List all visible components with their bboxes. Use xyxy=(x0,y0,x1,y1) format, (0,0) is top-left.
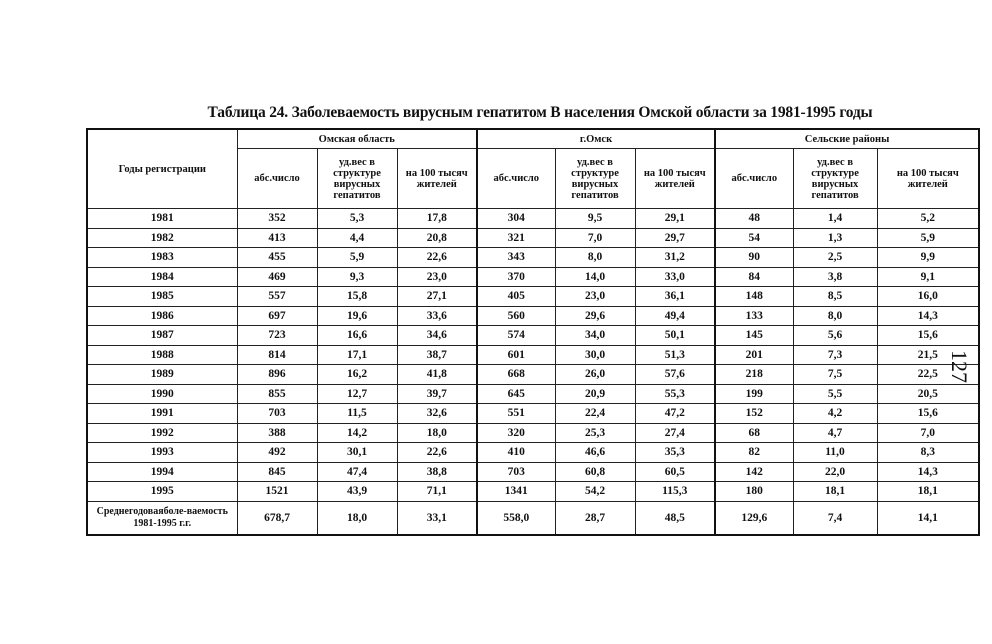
value-cell: 5,5 xyxy=(793,384,877,404)
table-row xyxy=(87,384,979,404)
value-cell: 47,4 xyxy=(317,462,397,482)
value-cell: 152 xyxy=(715,404,793,424)
value-cell: 18,1 xyxy=(877,482,979,502)
value-cell: 14,0 xyxy=(555,267,635,287)
table-row xyxy=(87,248,979,268)
value-cell: 15,6 xyxy=(877,404,979,424)
value-cell: 320 xyxy=(477,423,555,443)
value-cell: 27,1 xyxy=(397,287,477,307)
years-header: Годы регистрации xyxy=(87,129,237,209)
value-cell: 1341 xyxy=(477,482,555,502)
value-cell: 5,6 xyxy=(793,326,877,346)
value-cell: 455 xyxy=(237,248,317,268)
value-cell: 84 xyxy=(715,267,793,287)
value-cell: 18,1 xyxy=(793,482,877,502)
value-cell: 17,8 xyxy=(397,209,477,229)
value-cell: 23,0 xyxy=(397,267,477,287)
value-cell: 49,4 xyxy=(635,306,715,326)
year-cell: 1986 xyxy=(87,306,237,326)
subcol-header: на 100 тысяч жителей xyxy=(877,149,979,209)
value-cell: 33,0 xyxy=(635,267,715,287)
value-cell: 343 xyxy=(477,248,555,268)
value-cell: 33,6 xyxy=(397,306,477,326)
value-cell: 29,7 xyxy=(635,228,715,248)
page-number: 127 xyxy=(947,350,972,383)
value-cell: 22,6 xyxy=(397,443,477,463)
value-cell: 20,9 xyxy=(555,384,635,404)
table-row xyxy=(87,287,979,307)
year-cell: 1991 xyxy=(87,404,237,424)
value-cell: 71,1 xyxy=(397,482,477,502)
value-cell: 82 xyxy=(715,443,793,463)
value-cell: 48 xyxy=(715,209,793,229)
value-cell: 551 xyxy=(477,404,555,424)
value-cell: 14,3 xyxy=(877,462,979,482)
value-cell: 8,0 xyxy=(555,248,635,268)
value-cell: 30,1 xyxy=(317,443,397,463)
average-row xyxy=(87,501,979,535)
value-cell: 8,3 xyxy=(877,443,979,463)
value-cell: 896 xyxy=(237,365,317,385)
year-cell: 1992 xyxy=(87,423,237,443)
value-cell: 388 xyxy=(237,423,317,443)
group-header-omsk-region: Омская область xyxy=(237,129,477,149)
value-cell: 5,9 xyxy=(877,228,979,248)
value-cell: 43,9 xyxy=(317,482,397,502)
value-cell: 29,6 xyxy=(555,306,635,326)
value-cell: 68 xyxy=(715,423,793,443)
value-cell: 39,7 xyxy=(397,384,477,404)
value-cell: 27,4 xyxy=(635,423,715,443)
value-cell: 9,9 xyxy=(877,248,979,268)
value-cell: 304 xyxy=(477,209,555,229)
value-cell: 180 xyxy=(715,482,793,502)
table-row xyxy=(87,482,979,502)
year-cell: 1987 xyxy=(87,326,237,346)
value-cell: 405 xyxy=(477,287,555,307)
value-cell: 16,0 xyxy=(877,287,979,307)
value-cell: 29,1 xyxy=(635,209,715,229)
value-cell: 19,6 xyxy=(317,306,397,326)
subcol-header: абс.число xyxy=(477,149,555,209)
value-cell: 492 xyxy=(237,443,317,463)
subcol-header: уд.вес в структуре вирусных гепатитов xyxy=(317,149,397,209)
table-title: Таблица 24. Заболеваемость вирусным гепатитом В населения Омской области за 1981-1995 годы xyxy=(207,104,873,121)
value-cell: 31,2 xyxy=(635,248,715,268)
value-cell: 668 xyxy=(477,365,555,385)
table-row xyxy=(87,423,979,443)
table-row xyxy=(87,306,979,326)
value-cell: 41,8 xyxy=(397,365,477,385)
value-cell: 115,3 xyxy=(635,482,715,502)
value-cell: 57,6 xyxy=(635,365,715,385)
value-cell: 8,0 xyxy=(793,306,877,326)
value-cell: 703 xyxy=(237,404,317,424)
average-value-cell: 28,7 xyxy=(555,501,635,535)
value-cell: 7,0 xyxy=(877,423,979,443)
value-cell: 7,3 xyxy=(793,345,877,365)
value-cell: 15,8 xyxy=(317,287,397,307)
value-cell: 11,5 xyxy=(317,404,397,424)
value-cell: 38,8 xyxy=(397,462,477,482)
value-cell: 8,5 xyxy=(793,287,877,307)
year-cell: 1981 xyxy=(87,209,237,229)
value-cell: 5,3 xyxy=(317,209,397,229)
value-cell: 145 xyxy=(715,326,793,346)
value-cell: 55,3 xyxy=(635,384,715,404)
value-cell: 9,5 xyxy=(555,209,635,229)
value-cell: 30,0 xyxy=(555,345,635,365)
value-cell: 1521 xyxy=(237,482,317,502)
year-cell: 1995 xyxy=(87,482,237,502)
value-cell: 645 xyxy=(477,384,555,404)
year-cell: 1988 xyxy=(87,345,237,365)
value-cell: 3,8 xyxy=(793,267,877,287)
value-cell: 1,4 xyxy=(793,209,877,229)
value-cell: 201 xyxy=(715,345,793,365)
value-cell: 352 xyxy=(237,209,317,229)
average-value-cell: 14,1 xyxy=(877,501,979,535)
value-cell: 4,7 xyxy=(793,423,877,443)
value-cell: 557 xyxy=(237,287,317,307)
value-cell: 697 xyxy=(237,306,317,326)
value-cell: 845 xyxy=(237,462,317,482)
value-cell: 20,8 xyxy=(397,228,477,248)
average-value-cell: 558,0 xyxy=(477,501,555,535)
value-cell: 90 xyxy=(715,248,793,268)
average-value-cell: 7,4 xyxy=(793,501,877,535)
value-cell: 814 xyxy=(237,345,317,365)
average-label: Среднегодоваяболе-ваемость 1981-1995 г.г. xyxy=(87,501,237,535)
value-cell: 370 xyxy=(477,267,555,287)
value-cell: 12,7 xyxy=(317,384,397,404)
subcol-header: абс.число xyxy=(715,149,793,209)
value-cell: 34,6 xyxy=(397,326,477,346)
value-cell: 46,6 xyxy=(555,443,635,463)
value-cell: 601 xyxy=(477,345,555,365)
year-cell: 1982 xyxy=(87,228,237,248)
value-cell: 855 xyxy=(237,384,317,404)
value-cell: 38,7 xyxy=(397,345,477,365)
subcol-header: абс.число xyxy=(237,149,317,209)
value-cell: 17,1 xyxy=(317,345,397,365)
value-cell: 133 xyxy=(715,306,793,326)
value-cell: 21,5 xyxy=(877,345,979,365)
value-cell: 7,5 xyxy=(793,365,877,385)
value-cell: 11,0 xyxy=(793,443,877,463)
group-header-rural: Сельские районы xyxy=(715,129,979,149)
subcol-header: на 100 тысяч жителей xyxy=(635,149,715,209)
value-cell: 50,1 xyxy=(635,326,715,346)
year-cell: 1990 xyxy=(87,384,237,404)
year-cell: 1985 xyxy=(87,287,237,307)
average-value-cell: 129,6 xyxy=(715,501,793,535)
value-cell: 9,1 xyxy=(877,267,979,287)
value-cell: 54,2 xyxy=(555,482,635,502)
value-cell: 218 xyxy=(715,365,793,385)
table-row xyxy=(87,443,979,463)
subcol-header: уд.вес в структуре вирусных гепатитов xyxy=(555,149,635,209)
value-cell: 22,6 xyxy=(397,248,477,268)
value-cell: 9,3 xyxy=(317,267,397,287)
value-cell: 16,2 xyxy=(317,365,397,385)
value-cell: 26,0 xyxy=(555,365,635,385)
value-cell: 34,0 xyxy=(555,326,635,346)
value-cell: 723 xyxy=(237,326,317,346)
value-cell: 199 xyxy=(715,384,793,404)
value-cell: 22,0 xyxy=(793,462,877,482)
value-cell: 14,3 xyxy=(877,306,979,326)
year-cell: 1983 xyxy=(87,248,237,268)
table-row xyxy=(87,365,979,385)
value-cell: 23,0 xyxy=(555,287,635,307)
value-cell: 60,5 xyxy=(635,462,715,482)
value-cell: 47,2 xyxy=(635,404,715,424)
value-cell: 410 xyxy=(477,443,555,463)
table-row xyxy=(87,404,979,424)
value-cell: 35,3 xyxy=(635,443,715,463)
value-cell: 16,6 xyxy=(317,326,397,346)
average-value-cell: 18,0 xyxy=(317,501,397,535)
value-cell: 4,2 xyxy=(793,404,877,424)
value-cell: 32,6 xyxy=(397,404,477,424)
year-cell: 1989 xyxy=(87,365,237,385)
value-cell: 413 xyxy=(237,228,317,248)
value-cell: 7,0 xyxy=(555,228,635,248)
value-cell: 321 xyxy=(477,228,555,248)
value-cell: 18,0 xyxy=(397,423,477,443)
table-row xyxy=(87,326,979,346)
value-cell: 22,5 xyxy=(877,365,979,385)
hepatitis-table xyxy=(86,128,980,536)
value-cell: 60,8 xyxy=(555,462,635,482)
value-cell: 22,4 xyxy=(555,404,635,424)
value-cell: 469 xyxy=(237,267,317,287)
average-value-cell: 33,1 xyxy=(397,501,477,535)
value-cell: 36,1 xyxy=(635,287,715,307)
subcol-header: уд.вес в структуре вирусных гепатитов xyxy=(793,149,877,209)
value-cell: 20,5 xyxy=(877,384,979,404)
table-row xyxy=(87,462,979,482)
value-cell: 574 xyxy=(477,326,555,346)
value-cell: 560 xyxy=(477,306,555,326)
subcol-header: на 100 тысяч жителей xyxy=(397,149,477,209)
value-cell: 2,5 xyxy=(793,248,877,268)
value-cell: 15,6 xyxy=(877,326,979,346)
value-cell: 4,4 xyxy=(317,228,397,248)
value-cell: 1,3 xyxy=(793,228,877,248)
value-cell: 14,2 xyxy=(317,423,397,443)
table-row xyxy=(87,345,979,365)
table-row xyxy=(87,228,979,248)
average-value-cell: 678,7 xyxy=(237,501,317,535)
table-row xyxy=(87,267,979,287)
value-cell: 5,9 xyxy=(317,248,397,268)
value-cell: 148 xyxy=(715,287,793,307)
value-cell: 25,3 xyxy=(555,423,635,443)
year-cell: 1984 xyxy=(87,267,237,287)
value-cell: 54 xyxy=(715,228,793,248)
value-cell: 5,2 xyxy=(877,209,979,229)
value-cell: 703 xyxy=(477,462,555,482)
value-cell: 51,3 xyxy=(635,345,715,365)
year-cell: 1993 xyxy=(87,443,237,463)
table-row xyxy=(87,209,979,229)
year-cell: 1994 xyxy=(87,462,237,482)
value-cell: 142 xyxy=(715,462,793,482)
average-value-cell: 48,5 xyxy=(635,501,715,535)
group-header-omsk-city: г.Омск xyxy=(477,129,715,149)
